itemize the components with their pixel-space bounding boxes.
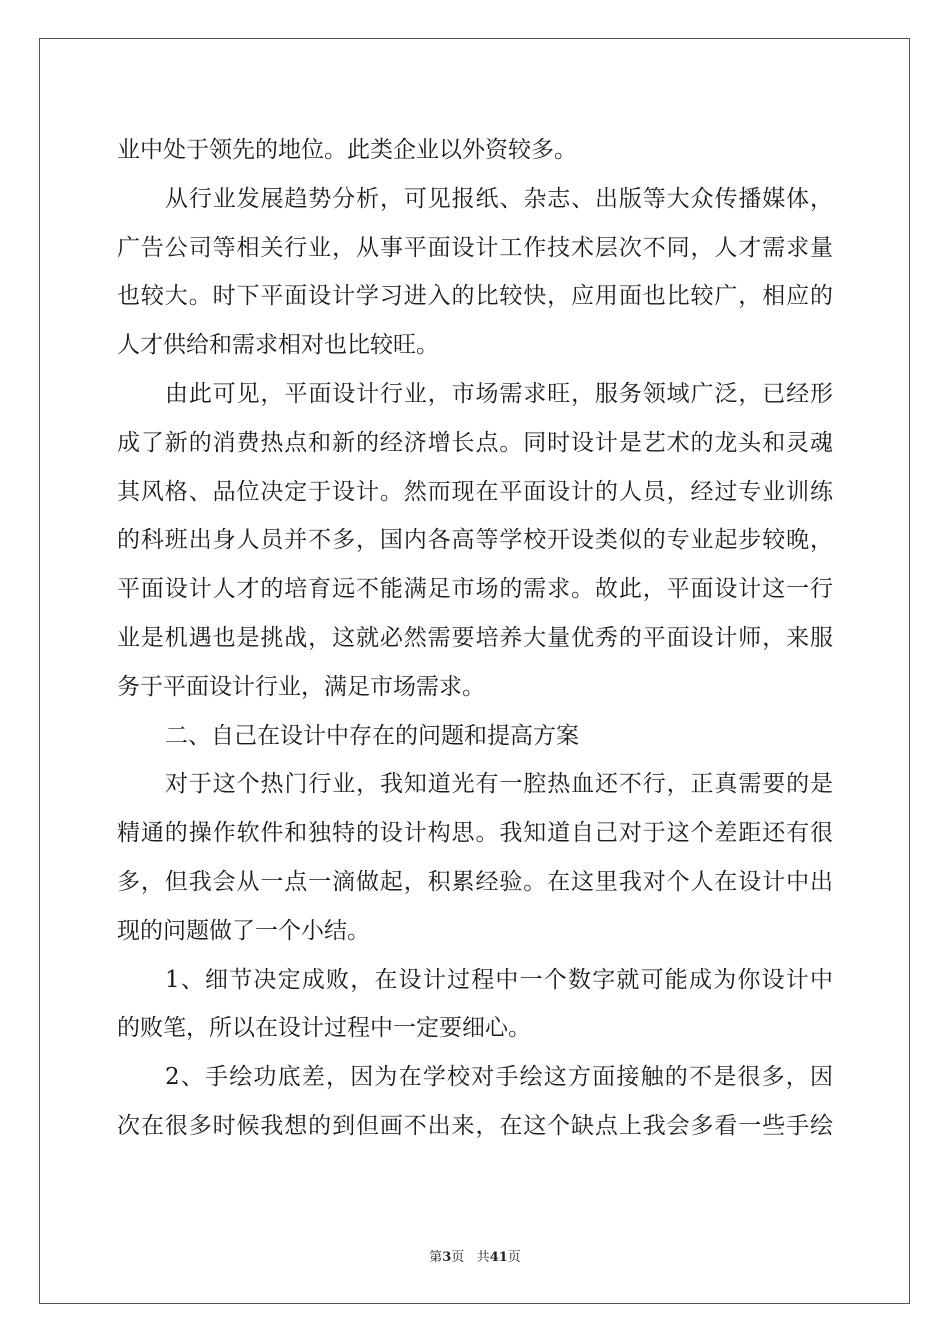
text-line: 平面设计人才的培育远不能满足市场的需求。故此，平面设计这一行 bbox=[117, 576, 833, 603]
text-line: 务于平面设计行业，满足市场需求。 bbox=[117, 673, 485, 700]
text-line: 多，但我会从一点一滴做起，积累经验。在这里我对个人在设计中出 bbox=[117, 868, 833, 895]
page-footer bbox=[0, 1246, 950, 1265]
text-line: 人才供给和需求相对也比较旺。 bbox=[117, 332, 439, 359]
current-page-number: 3 bbox=[442, 1250, 452, 1265]
total-suffix: 页 bbox=[507, 1250, 521, 1265]
text-line: 的科班出身人员并不多，国内各高等学校开设类似的专业起步较晚， bbox=[117, 527, 833, 554]
text-line: 其风格、品位决定于设计。然而现在平面设计的人员，经过专业训练 bbox=[117, 478, 833, 505]
total-page-count: 41 bbox=[489, 1250, 508, 1265]
text-line: 业是机遇也是挑战，这就必然需要培养大量优秀的平面设计师，来服 bbox=[117, 624, 833, 651]
page-prefix: 第 bbox=[429, 1250, 443, 1265]
text-line: 2、手绘功底差，因为在学校对手绘这方面接触的不是很多，因 bbox=[165, 1064, 833, 1091]
text-line: 也较大。时下平面设计学习进入的比较快，应用面也比较广，相应的 bbox=[117, 283, 833, 310]
text-line: 的败笔，所以在设计过程中一定要细心。 bbox=[117, 1015, 531, 1042]
text-line: 对于这个热门行业，我知道光有一腔热血还不行，正真需要的是 bbox=[165, 771, 833, 798]
document-body bbox=[117, 126, 833, 1151]
text-line: 由此可见，平面设计行业，市场需求旺，服务领域广泛，已经形 bbox=[165, 380, 833, 407]
text-line: 1、细节决定成败，在设计过程中一个数字就可能成为你设计中 bbox=[165, 966, 833, 993]
text-line: 从行业发展趋势分析，可见报纸、杂志、出版等大众传播媒体， bbox=[165, 185, 833, 212]
text-line: 精通的操作软件和独特的设计构思。我知道自己对于这个差距还有很 bbox=[117, 820, 833, 847]
text-line: 广告公司等相关行业，从事平面设计工作技术层次不同，人才需求量 bbox=[117, 234, 833, 261]
text-line: 现的问题做了一个小结。 bbox=[117, 917, 370, 944]
text-line: 次在很多时候我想的到但画不出来，在这个缺点上我会多看一些手绘 bbox=[117, 1112, 833, 1139]
page-suffix: 页 bbox=[451, 1250, 465, 1265]
total-prefix: 共 bbox=[476, 1250, 490, 1265]
text-line: 成了新的消费热点和新的经济增长点。同时设计是艺术的龙头和灵魂 bbox=[117, 429, 833, 456]
text-line: 业中处于领先的地位。此类企业以外资较多。 bbox=[117, 137, 577, 163]
section-heading: 二、自己在设计中存在的问题和提高方案 bbox=[165, 722, 579, 749]
